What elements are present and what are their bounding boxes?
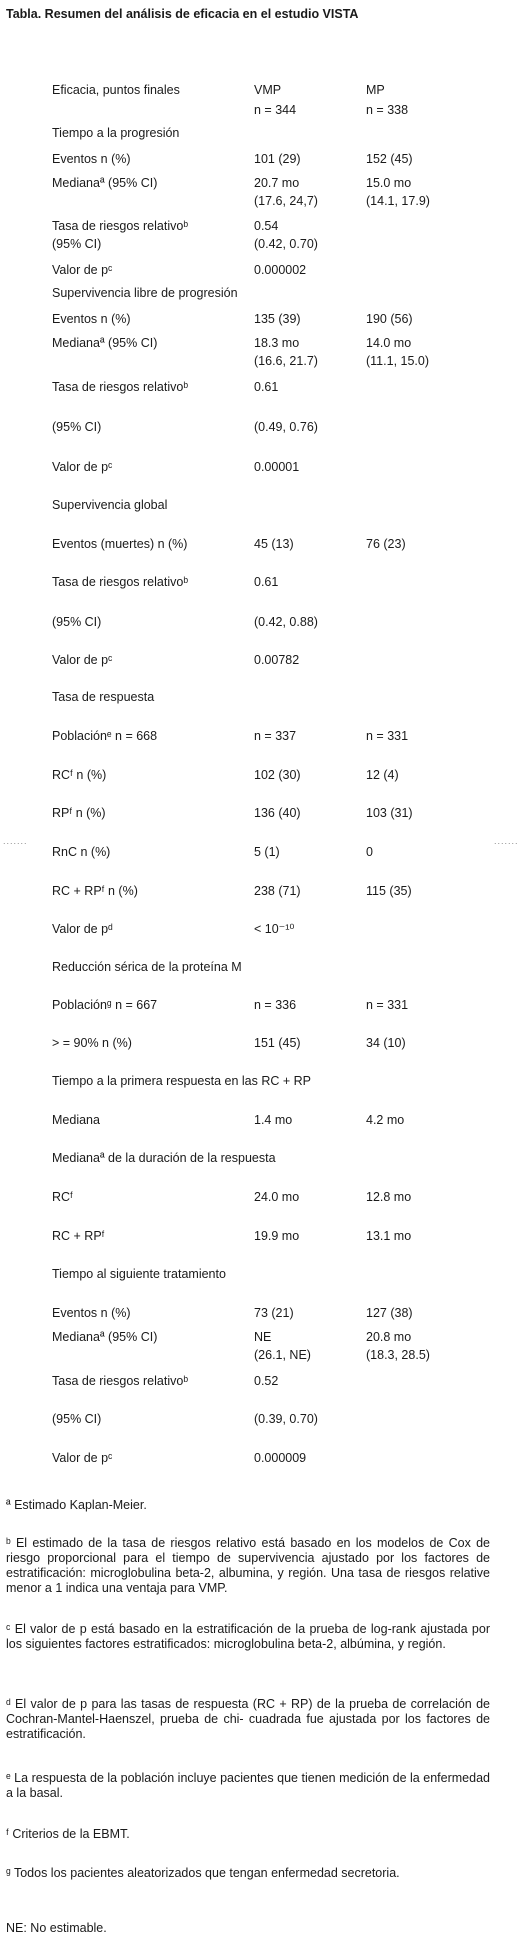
- row-label: Valor de pᵈ: [52, 922, 113, 936]
- table-title: Tabla. Resumen del análisis de eficacia en el estudio VISTA: [6, 7, 359, 21]
- row-label: Valor de pᶜ: [52, 653, 113, 667]
- row-label: Eficacia, puntos finales: [52, 83, 180, 97]
- vmp-value: 5 (1): [254, 845, 280, 859]
- row-label: Supervivencia global: [52, 498, 168, 512]
- vmp-value: (0.42, 0.70): [254, 237, 318, 251]
- vmp-value: 0.000002: [254, 263, 307, 277]
- vmp-value: (17.6, 24,7): [254, 194, 318, 208]
- vmp-value: 0.54: [254, 219, 279, 233]
- vmp-value: (16.6, 21.7): [254, 354, 318, 368]
- page-margin-marker-right: .......: [494, 836, 519, 846]
- footnote: ᵈ El valor de p para las tasas de respuesta (RC + RP) de la prueba de correlación de Cochran-Mantel-Haenszel, prueba de chi- cuadrada fue ajustada por los factores de estratificación.: [6, 1697, 490, 1741]
- row-label: Medianaª de la duración de la respuesta: [52, 1151, 276, 1165]
- row-label: RCᶠ n (%): [52, 768, 107, 782]
- footnote: ᶠ Criterios de la EBMT.: [6, 1827, 130, 1841]
- row-label: RC + RPᶠ n (%): [52, 884, 138, 898]
- vmp-value: 1.4 mo: [254, 1113, 293, 1127]
- vmp-value: 45 (13): [254, 537, 294, 551]
- vmp-value: 0.52: [254, 1374, 279, 1388]
- row-label: Tasa de riesgos relativoᵇ: [52, 219, 189, 233]
- mp-value: n = 338: [366, 103, 409, 117]
- mp-value: 20.8 mo: [366, 1330, 412, 1344]
- row-label: Tasa de riesgos relativoᵇ: [52, 575, 189, 589]
- vmp-value: (0.39, 0.70): [254, 1412, 318, 1426]
- mp-value: (14.1, 17.9): [366, 194, 430, 208]
- vmp-value: 18.3 mo: [254, 336, 300, 350]
- row-label: Valor de pᶜ: [52, 1451, 113, 1465]
- mp-value: 76 (23): [366, 537, 406, 551]
- footnote: ᵉ La respuesta de la población incluye pacientes que tienen medición de la enfermedad a la basal.: [6, 1771, 490, 1800]
- row-label: Tiempo a la primera respuesta en las RC + RP: [52, 1074, 312, 1088]
- vmp-value: < 10⁻¹⁰: [254, 922, 295, 936]
- row-label: Valor de pᶜ: [52, 263, 113, 277]
- mp-value: 190 (56): [366, 312, 413, 326]
- mp-value: 115 (35): [366, 884, 412, 898]
- vmp-value: 19.9 mo: [254, 1229, 300, 1243]
- vmp-value: NE: [254, 1330, 272, 1344]
- row-label: Medianaª (95% CI): [52, 1330, 158, 1344]
- vmp-value: (0.42, 0.88): [254, 615, 318, 629]
- row-label: Mediana: [52, 1113, 100, 1127]
- row-label: > = 90% n (%): [52, 1036, 132, 1050]
- row-label: Reducción sérica de la proteína M: [52, 960, 242, 974]
- vmp-value: 20.7 mo: [254, 176, 300, 190]
- vmp-value: 0.61: [254, 575, 279, 589]
- vmp-value: 0.00001: [254, 460, 300, 474]
- footnote: NE: No estimable.: [6, 1921, 107, 1935]
- vmp-value: n = 344: [254, 103, 297, 117]
- mp-value: n = 331: [366, 998, 409, 1012]
- row-label: Valor de pᶜ: [52, 460, 113, 474]
- row-label: Poblaciónᵉ n = 668: [52, 729, 158, 743]
- vmp-value: 0.000009: [254, 1451, 307, 1465]
- mp-value: 15.0 mo: [366, 176, 412, 190]
- row-label: (95% CI): [52, 615, 102, 629]
- mp-value: 152 (45): [366, 152, 413, 166]
- vmp-value: 151 (45): [254, 1036, 301, 1050]
- footnote: ᶜ El valor de p está basado en la estratificación de la prueba de log-rank ajustada por los siguientes factores estratificados: microglobulina beta-2, albúmina, y región.: [6, 1622, 490, 1651]
- row-label: Tiempo a la progresión: [52, 126, 180, 140]
- mp-value: 103 (31): [366, 806, 413, 820]
- row-label: RPᶠ n (%): [52, 806, 106, 820]
- row-label: Eventos n (%): [52, 312, 131, 326]
- row-label: Eventos (muertes) n (%): [52, 537, 188, 551]
- footnote: ᵍ Todos los pacientes aleatorizados que tengan enfermedad secretoria.: [6, 1866, 400, 1880]
- vmp-value: 101 (29): [254, 152, 301, 166]
- page-margin-marker-left: .......: [3, 836, 28, 846]
- vmp-value: (0.49, 0.76): [254, 420, 318, 434]
- mp-value: 13.1 mo: [366, 1229, 412, 1243]
- row-label: (95% CI): [52, 1412, 102, 1426]
- row-label: Medianaª (95% CI): [52, 176, 158, 190]
- vmp-value: VMP: [254, 83, 282, 97]
- row-label: Tiempo al siguiente tratamiento: [52, 1267, 226, 1281]
- vmp-value: 73 (21): [254, 1306, 294, 1320]
- mp-value: 12 (4): [366, 768, 399, 782]
- mp-value: 4.2 mo: [366, 1113, 405, 1127]
- row-label: Eventos n (%): [52, 152, 131, 166]
- mp-value: 0: [366, 845, 373, 859]
- footnote: ª Estimado Kaplan-Meier.: [6, 1498, 147, 1512]
- vmp-value: 135 (39): [254, 312, 301, 326]
- mp-value: 14.0 mo: [366, 336, 412, 350]
- row-label: Eventos n (%): [52, 1306, 131, 1320]
- mp-value: (11.1, 15.0): [366, 354, 430, 368]
- vmp-value: n = 337: [254, 729, 297, 743]
- row-label: RCᶠ: [52, 1190, 73, 1204]
- row-label: Tasa de riesgos relativoᵇ: [52, 1374, 189, 1388]
- vmp-value: 238 (71): [254, 884, 301, 898]
- row-label: Supervivencia libre de progresión: [52, 286, 238, 300]
- vmp-value: 136 (40): [254, 806, 301, 820]
- vmp-value: 24.0 mo: [254, 1190, 300, 1204]
- row-label: (95% CI): [52, 237, 102, 251]
- mp-value: 34 (10): [366, 1036, 406, 1050]
- vmp-value: n = 336: [254, 998, 297, 1012]
- mp-value: 12.8 mo: [366, 1190, 412, 1204]
- row-label: Tasa de respuesta: [52, 690, 155, 704]
- footnote: ᵇ El estimado de la tasa de riesgos relativo está basado en los modelos de Cox de riesgo proporcional para el tiempo de supervivencia ajustado por los factores de estratificación: microglobulina beta-2, albumina, y región. Una tasa de riesgos relative menor a 1 indica una ventaja para VMP.: [6, 1536, 490, 1595]
- row-label: Tasa de riesgos relativoᵇ: [52, 380, 189, 394]
- vmp-value: (26.1, NE): [254, 1348, 311, 1362]
- row-label: Medianaª (95% CI): [52, 336, 158, 350]
- row-label: RnC n (%): [52, 845, 111, 859]
- mp-value: (18.3, 28.5): [366, 1348, 430, 1362]
- row-label: Poblaciónᵍ n = 667: [52, 998, 158, 1012]
- vmp-value: 0.00782: [254, 653, 300, 667]
- vmp-value: 0.61: [254, 380, 279, 394]
- mp-value: 127 (38): [366, 1306, 413, 1320]
- row-label: (95% CI): [52, 420, 102, 434]
- mp-value: n = 331: [366, 729, 409, 743]
- row-label: RC + RPᶠ: [52, 1229, 105, 1243]
- vmp-value: 102 (30): [254, 768, 301, 782]
- mp-value: MP: [366, 83, 385, 97]
